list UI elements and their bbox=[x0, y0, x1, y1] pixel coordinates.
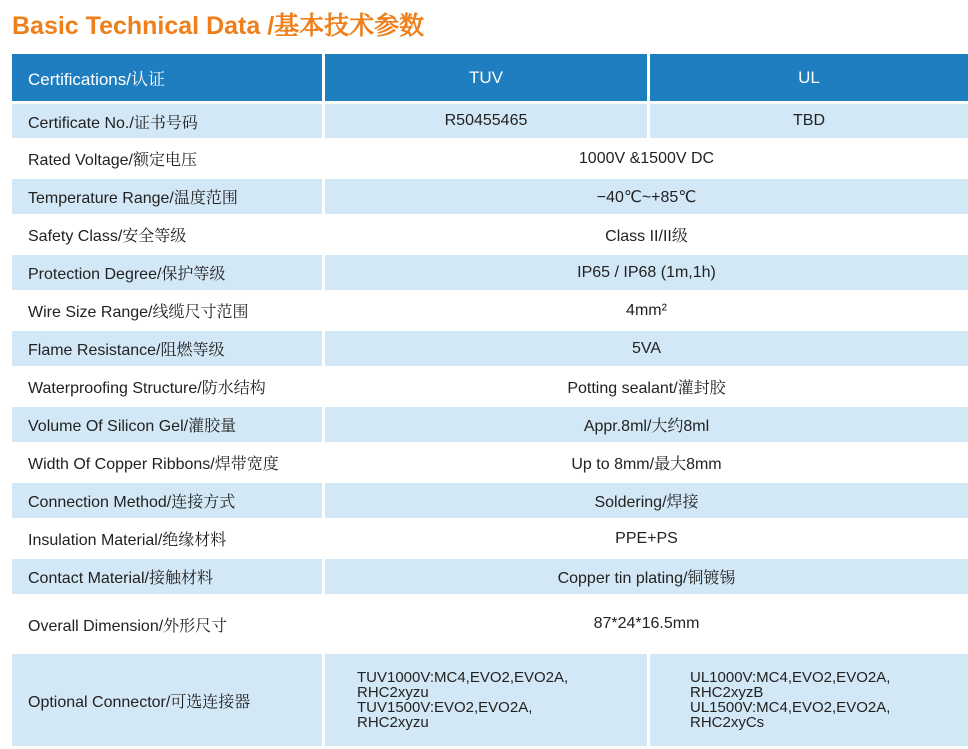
table-row bbox=[12, 369, 968, 404]
row-label: Connection Method/连接方式 bbox=[12, 483, 322, 518]
header-tuv: TUV bbox=[325, 54, 647, 101]
row-value: Potting sealant/灌封胶 bbox=[325, 369, 968, 404]
header-certifications: Certifications/认证 bbox=[12, 54, 322, 101]
table-row bbox=[12, 559, 968, 594]
row-value: PPE+PS bbox=[325, 521, 968, 556]
row-label: Temperature Range/温度范围 bbox=[12, 179, 322, 214]
certificate-row bbox=[12, 104, 968, 138]
row-value: IP65 / IP68 (1m,1h) bbox=[325, 255, 968, 290]
page-title: Basic Technical Data /基本技术参数 bbox=[12, 12, 425, 40]
row-label: Rated Voltage/额定电压 bbox=[12, 141, 322, 176]
table-row bbox=[12, 141, 968, 176]
row-label: Contact Material/接触材料 bbox=[12, 559, 322, 594]
table-row bbox=[12, 521, 968, 556]
table-row bbox=[12, 331, 968, 366]
tuv-connector-line: RHC2xyzu bbox=[357, 684, 429, 701]
table-row bbox=[12, 179, 968, 214]
row-value: 5VA bbox=[325, 331, 968, 366]
row-label: Width Of Copper Ribbons/焊带宽度 bbox=[12, 445, 322, 480]
row-value: 1000V &1500V DC bbox=[325, 141, 968, 176]
table-row bbox=[12, 483, 968, 518]
row-label: Volume Of Silicon Gel/灌胶量 bbox=[12, 407, 322, 442]
technical-data-table bbox=[12, 54, 968, 746]
ul-connector-line: UL1000V:MC4,EVO2,EVO2A, bbox=[690, 669, 891, 686]
row-value: Class II/II级 bbox=[325, 217, 968, 252]
table-row bbox=[12, 255, 968, 290]
table-row bbox=[12, 407, 968, 442]
row-label: Waterproofing Structure/防水结构 bbox=[12, 369, 322, 404]
table-row bbox=[12, 597, 968, 651]
tuv-connector-line: TUV1000V:MC4,EVO2,EVO2A, bbox=[357, 669, 569, 686]
row-label: Flame Resistance/阻燃等级 bbox=[12, 331, 322, 366]
certificate-tuv: R50455465 bbox=[325, 104, 647, 138]
header-ul: UL bbox=[650, 54, 968, 101]
row-value: Soldering/焊接 bbox=[325, 483, 968, 518]
tuv-connector-line: RHC2xyzu bbox=[357, 714, 429, 731]
row-label: Insulation Material/绝缘材料 bbox=[12, 521, 322, 556]
optional-connector-label: Optional Connector/可选连接器 bbox=[12, 654, 322, 746]
table-row bbox=[12, 293, 968, 328]
optional-connector-row bbox=[12, 654, 968, 746]
certificate-ul: TBD bbox=[650, 104, 968, 138]
row-value: Up to 8mm/最大8mm bbox=[325, 445, 968, 480]
table-header-row bbox=[12, 54, 968, 101]
ul-connector-line: RHC2xyzB bbox=[690, 684, 764, 701]
row-label: Wire Size Range/线缆尺寸范围 bbox=[12, 293, 322, 328]
row-label: Overall Dimension/外形尺寸 bbox=[12, 597, 322, 651]
row-value: 4mm² bbox=[325, 293, 968, 328]
row-value: Copper tin plating/铜镀锡 bbox=[325, 559, 968, 594]
tuv-connector-line: TUV1500V:EVO2,EVO2A, bbox=[357, 699, 533, 716]
row-value: Appr.8ml/大约8ml bbox=[325, 407, 968, 442]
optional-connector-ul bbox=[650, 654, 968, 746]
row-value: 87*24*16.5mm bbox=[325, 597, 968, 651]
table-row bbox=[12, 217, 968, 252]
row-value: −40℃~+85℃ bbox=[325, 179, 968, 214]
certificate-label: Certificate No./证书号码 bbox=[12, 104, 322, 138]
row-label: Safety Class/安全等级 bbox=[12, 217, 322, 252]
table-row bbox=[12, 445, 968, 480]
ul-connector-line: RHC2xyCs bbox=[690, 714, 765, 731]
row-label: Protection Degree/保护等级 bbox=[12, 255, 322, 290]
optional-connector-tuv bbox=[325, 654, 647, 746]
ul-connector-line: UL1500V:MC4,EVO2,EVO2A, bbox=[690, 699, 891, 716]
